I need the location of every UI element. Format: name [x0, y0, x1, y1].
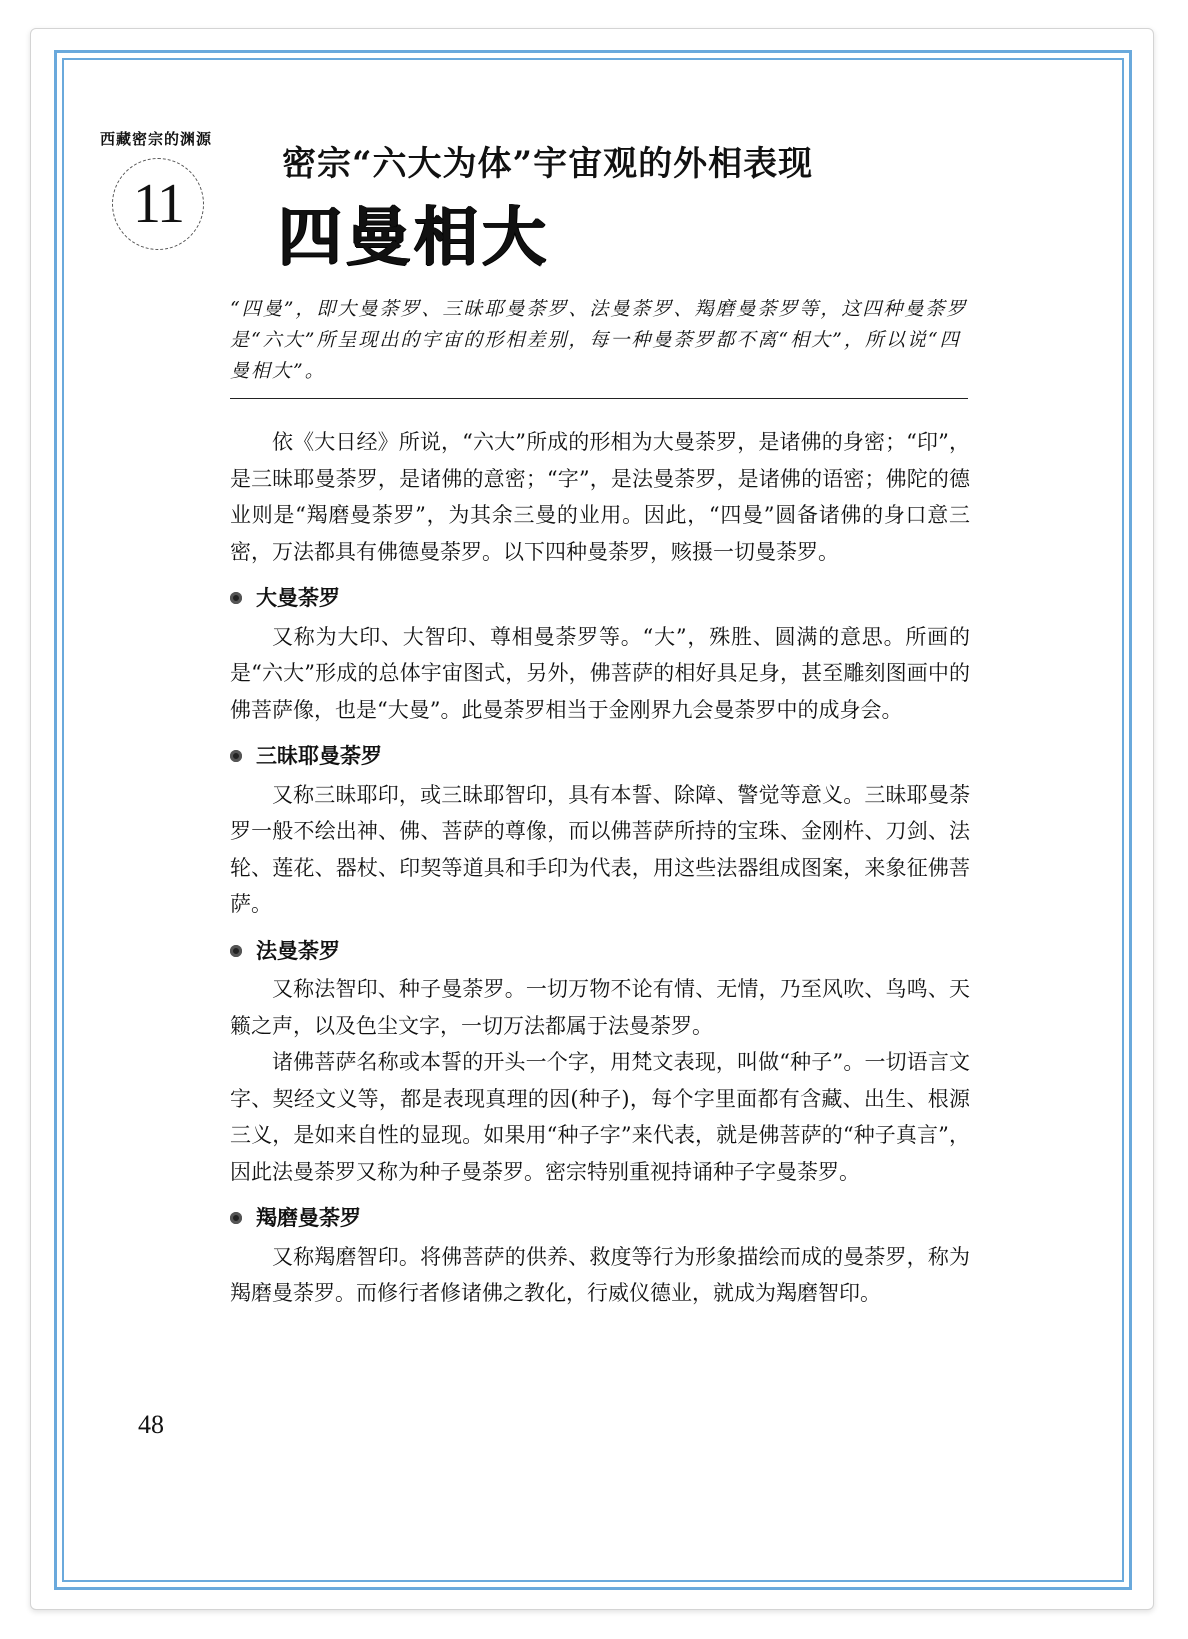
section-paragraph: 又称法智印、种子曼荼罗。一切万物不论有情、无情，乃至风吹、鸟鸣、天籁之声，以及色尘文字，一切万法都属于法曼荼罗。 [230, 977, 970, 1038]
chapter-number: 11 [133, 173, 183, 235]
bullet-icon [230, 750, 242, 762]
section-heading [230, 738, 970, 775]
bullet-icon [230, 1212, 242, 1224]
page-number: 48 [138, 1410, 164, 1439]
section-paragraph: 又称羯磨智印。将佛菩萨的供养、救度等行为形象描绘而成的曼荼罗，称为羯磨曼荼罗。而修行者修诸佛之教化，行威仪德业，就成为羯磨智印。 [230, 1244, 970, 1305]
bullet-icon [230, 945, 242, 957]
section-paragraph: 诸佛菩萨名称或本誓的开头一个字，用梵文表现，叫做“种子”。一切语言文字、契经文义等，都是表现真理的因(种子)，每个字里面都有含藏、出生、根源三义，是如来自性的显现。如果用“种子字”来代表，就是佛菩萨的“种子真言”，因此法曼荼罗又称为种子曼荼罗。密宗特别重视持诵种子字曼荼罗。 [230, 1050, 970, 1184]
chapter-badge [112, 158, 204, 250]
section-heading [230, 933, 970, 970]
section-heading-text: 大曼荼罗 [256, 586, 340, 610]
divider [230, 398, 968, 399]
series-title: 西藏密宗的渊源 [100, 130, 213, 148]
section-paragraph: 又称为大印、大智印、尊相曼荼罗等。“大”，殊胜、圆满的意思。所画的是“六大”形成的总体宇宙图式，另外，佛菩萨的相好具足身，甚至雕刻图画中的佛菩萨像，也是“大曼”。此曼荼罗相当于金刚界九会曼荼罗中的成身会。 [230, 624, 970, 722]
section-heading [230, 580, 970, 617]
section-heading-text: 三昧耶曼荼罗 [256, 744, 382, 768]
chapter-title: 四曼相大 [278, 201, 550, 275]
article-body [230, 424, 970, 1312]
bullet-icon [230, 592, 242, 604]
chapter-subtitle: 密宗“六大为体”宇宙观的外相表现 [282, 144, 814, 184]
section-heading-text: 法曼荼罗 [256, 938, 340, 963]
section-heading [230, 1200, 970, 1237]
section-heading-text: 羯磨曼荼罗 [256, 1206, 361, 1230]
section-paragraph: 又称三昧耶印，或三昧耶智印，具有本誓、除障、警觉等意义。三昧耶曼荼罗一般不绘出神、佛、菩萨的尊像，而以佛菩萨所持的宝珠、金刚杵、刀剑、法轮、莲花、器杖、印契等道具和手印为代表，用这些法器组成图案，来象征佛菩萨。 [230, 782, 970, 916]
intro-summary: “四曼”，即大曼荼罗、三昧耶曼荼罗、法曼荼罗、羯磨曼荼罗等，这四种曼荼罗是“六大”所呈现出的宇宙的形相差别，每一种曼荼罗都不离“相大”，所以说“四曼相大”。 [230, 298, 968, 382]
opening-paragraph: 依《大日经》所说，“六大”所成的形相为大曼荼罗，是诸佛的身密；“印”，是三昧耶曼荼罗，是诸佛的意密；“字”，是法曼荼罗，是诸佛的语密；佛陀的德业则是“羯磨曼荼罗”，为其余三曼的业用。因此，“四曼”圆备诸佛的身口意三密，万法都具有佛德曼荼罗。以下四种曼荼罗，赅摄一切曼荼罗。 [230, 430, 970, 564]
